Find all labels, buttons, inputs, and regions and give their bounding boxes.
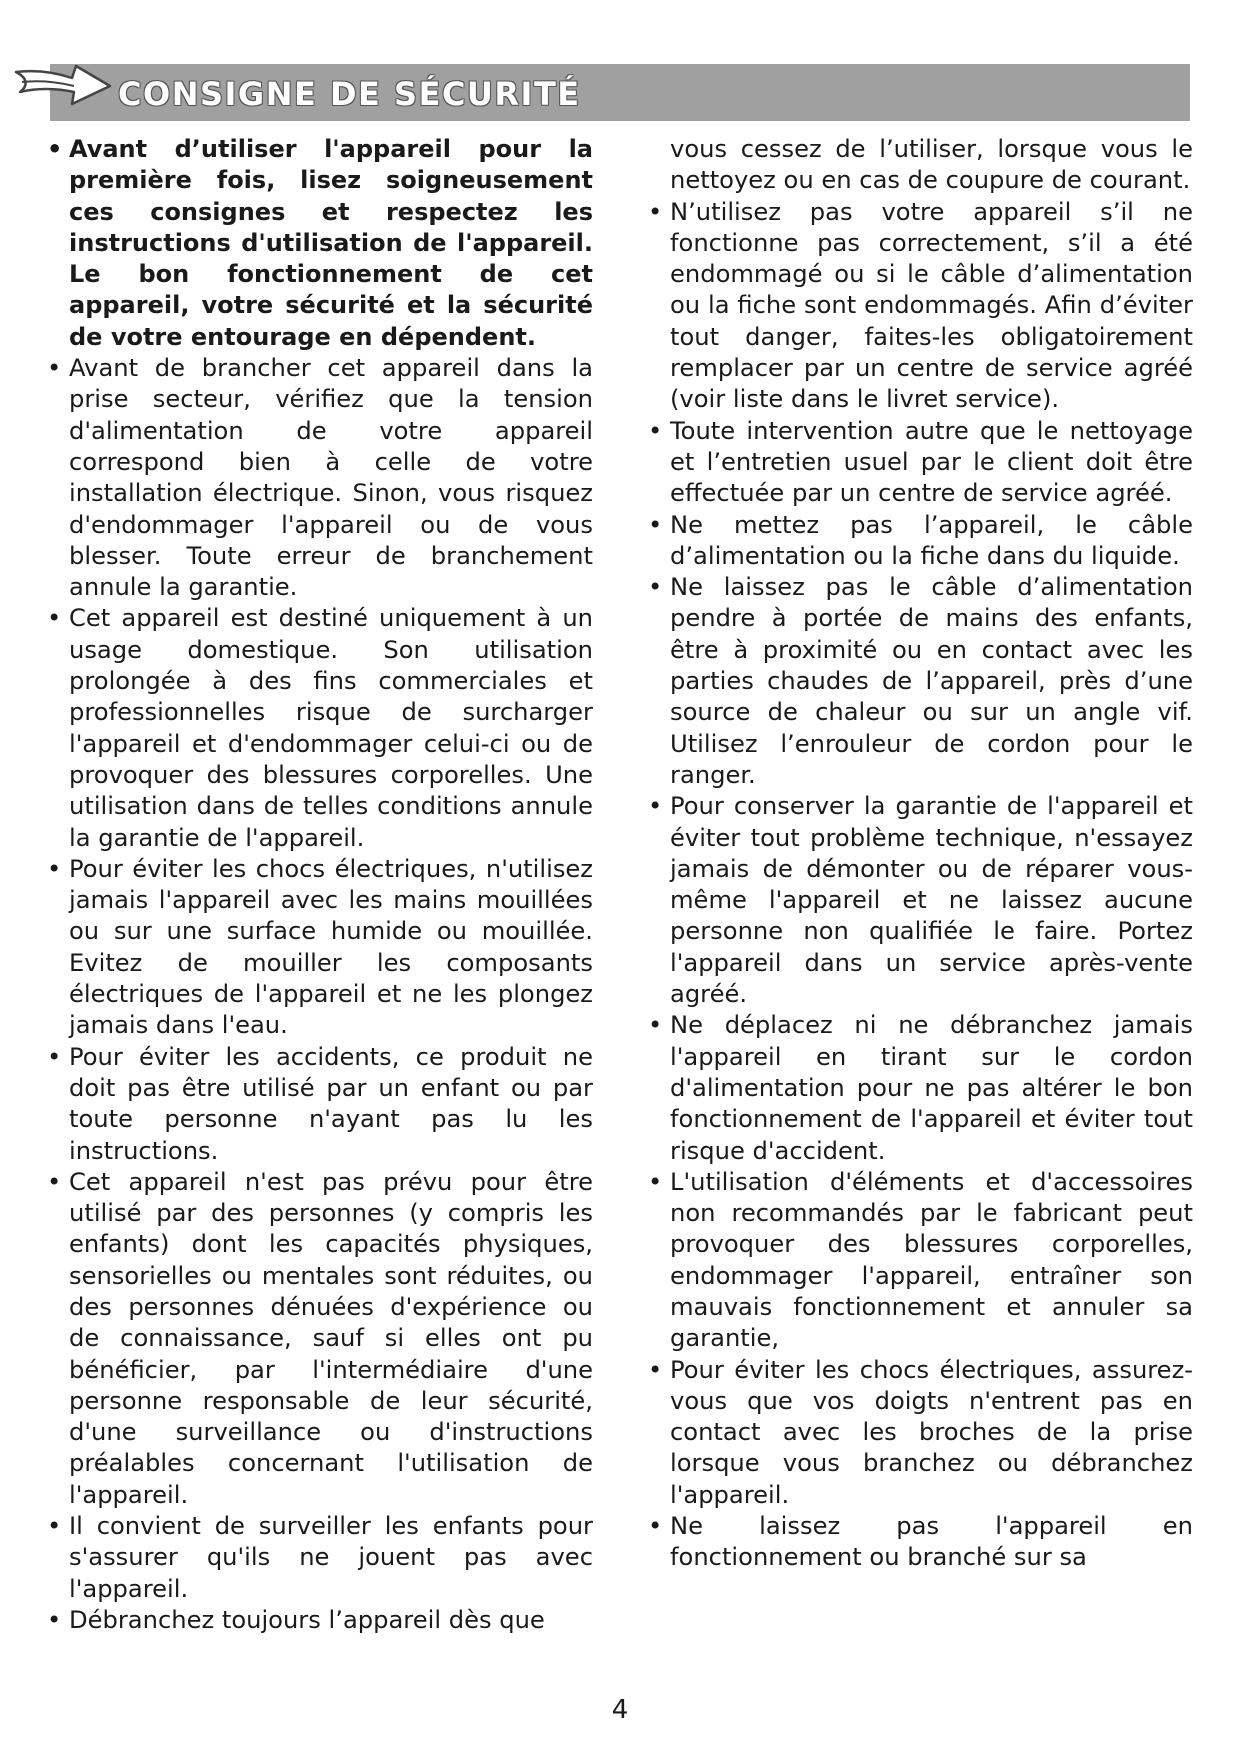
bullet: • [47,354,62,383]
bullet: • [47,135,63,163]
list-item: • Cet appareil n'est pas prévu pour être utilisé par des personnes (y compris les enfants) dont les capacités physiques, sensorielles ou mentales sont réduites, ou des personnes dénuées d'expérience ou de connaissance, sauf si elles ont pu bénéficier, par l'intermédiaire d'une personne responsable de leur sécurité, d'une surveillance ou d'instructions préalables concernant l'utilisation de l'appareil. [47,1167,593,1509]
bullet: • [47,854,62,883]
list-item: • Pour éviter les accidents, ce produit ne doit pas être utilisé par un enfant ou par toute personne n'ayant pas lu les instructions. [47,1042,593,1165]
bullet: • [648,197,663,226]
left-column [47,134,593,1636]
list-item: • Avant de brancher cet appareil dans la prise secteur, vérifiez que la tension d'alimentation de votre appareil correspond bien à celle de votre installation électrique. Sinon, vous risquez d'endommager l'appareil ou de vous blesser. Toute erreur de branchement annule la garantie. [47,354,593,602]
bullet: • [47,1042,62,1071]
bullet: • [648,573,663,602]
bullet: • [47,1605,62,1634]
list-item: • Avant d’utiliser l'appareil pour la première fois, lisez soigneusement ces consignes et respectez les instructions d'utilisation de l'appareil. Le bon fonctionnement de cet appareil, votre sécurité et la sécurité de votre entourage en dépendent. [47,135,593,351]
bullet: • [648,1512,663,1541]
bullet: • [648,416,663,445]
list-item-continued: vous cessez de l’utiliser, lorsque vous le nettoyez ou en cas de coupure de courant. [670,135,1193,195]
bullet: • [648,1355,663,1384]
list-item: • Pour éviter les chocs électriques, assurez-vous que vos doigts n'entrent pas en contact avec les broches de la prise lorsque vous branchez ou débranchez l'appareil. [648,1355,1193,1509]
list-item: • Toute intervention autre que le nettoyage et l’entretien usuel par le client doit être effectuée par un centre de service agréé. [648,416,1193,508]
list-item: • Pour éviter les chocs électriques, n'utilisez jamais l'appareil avec les mains mouillées ou sur une surface humide ou mouillée. Evitez de mouiller les composants électriques de l'appareil et ne les plongez jamais dans l'eau. [47,854,593,1040]
list-item: • Ne mettez pas l’appareil, le câble d’alimentation ou la fiche dans du liquide. [648,510,1193,570]
right-column [648,134,1193,1574]
bullet: • [47,1167,62,1196]
bullet: • [648,792,663,821]
list-item: • Il convient de surveiller les enfants pour s'assurer qu'ils ne jouent pas avec l'appareil. [47,1512,593,1603]
list-item: • Cet appareil est destiné uniquement à un usage domestique. Son utilisation prolongée à des fins commerciales et professionnelles risque de surcharger l'appareil et d'endommager celui-ci ou de provoquer des blessures corporelles. Une utilisation dans de telles conditions annule la garantie de l'appareil. [47,604,593,852]
list-item: • Ne déplacez ni ne débranchez jamais l'appareil en tirant sur le cordon d'alimentation pour ne pas altérer le bon fonctionnement de l'appareil et éviter tout risque d'accident. [648,1011,1193,1165]
list-item: • Ne laissez pas l'appareil en fonctionnement ou branché sur sa [648,1512,1193,1572]
list-item: • L'utilisation d'éléments et d'accessoires non recommandés par le fabricant peut provoquer des blessures corporelles, endommager l'appareil, entraîner son mauvais fonctionnement et annuler sa garantie, [648,1167,1193,1353]
list-item: • Débranchez toujours l’appareil dès que [47,1605,593,1636]
bullet: • [648,1011,663,1040]
bullet: • [648,1167,663,1196]
list-item: • Ne laissez pas le câble d’alimentation pendre à portée de mains des enfants, être à proximité ou en contact avec les parties chaudes de l’appareil, près d’une source de chaleur ou sur un angle vif. Utilisez l’enrouleur de cordon pour le ranger. [648,573,1193,789]
page-number: 4 [611,1695,629,1725]
list-item: • Pour conserver la garantie de l'appareil et éviter tout problème technique, n'essayez jamais de démonter ou de réparer vous-même l'appareil et ne laissez aucune personne non qualifiée le faire. Portez l'appareil dans un service après-vente agréé. [648,792,1193,1009]
bullet: • [47,604,62,633]
arrow-icon [14,58,114,108]
section-title: CONSIGNE DE SÉCURITÉ [118,75,581,113]
list-item: • N’utilisez pas votre appareil s’il ne fonctionne pas correctement, s’il a été endommagé ou si le câble d’alimentation ou la fiche sont endommagés. Afin d’éviter tout danger, faites-les obligatoirement remplacer par un centre de service agréé (voir liste dans le livret service). [648,197,1193,414]
bullet: • [648,510,663,539]
bullet: • [47,1512,62,1541]
